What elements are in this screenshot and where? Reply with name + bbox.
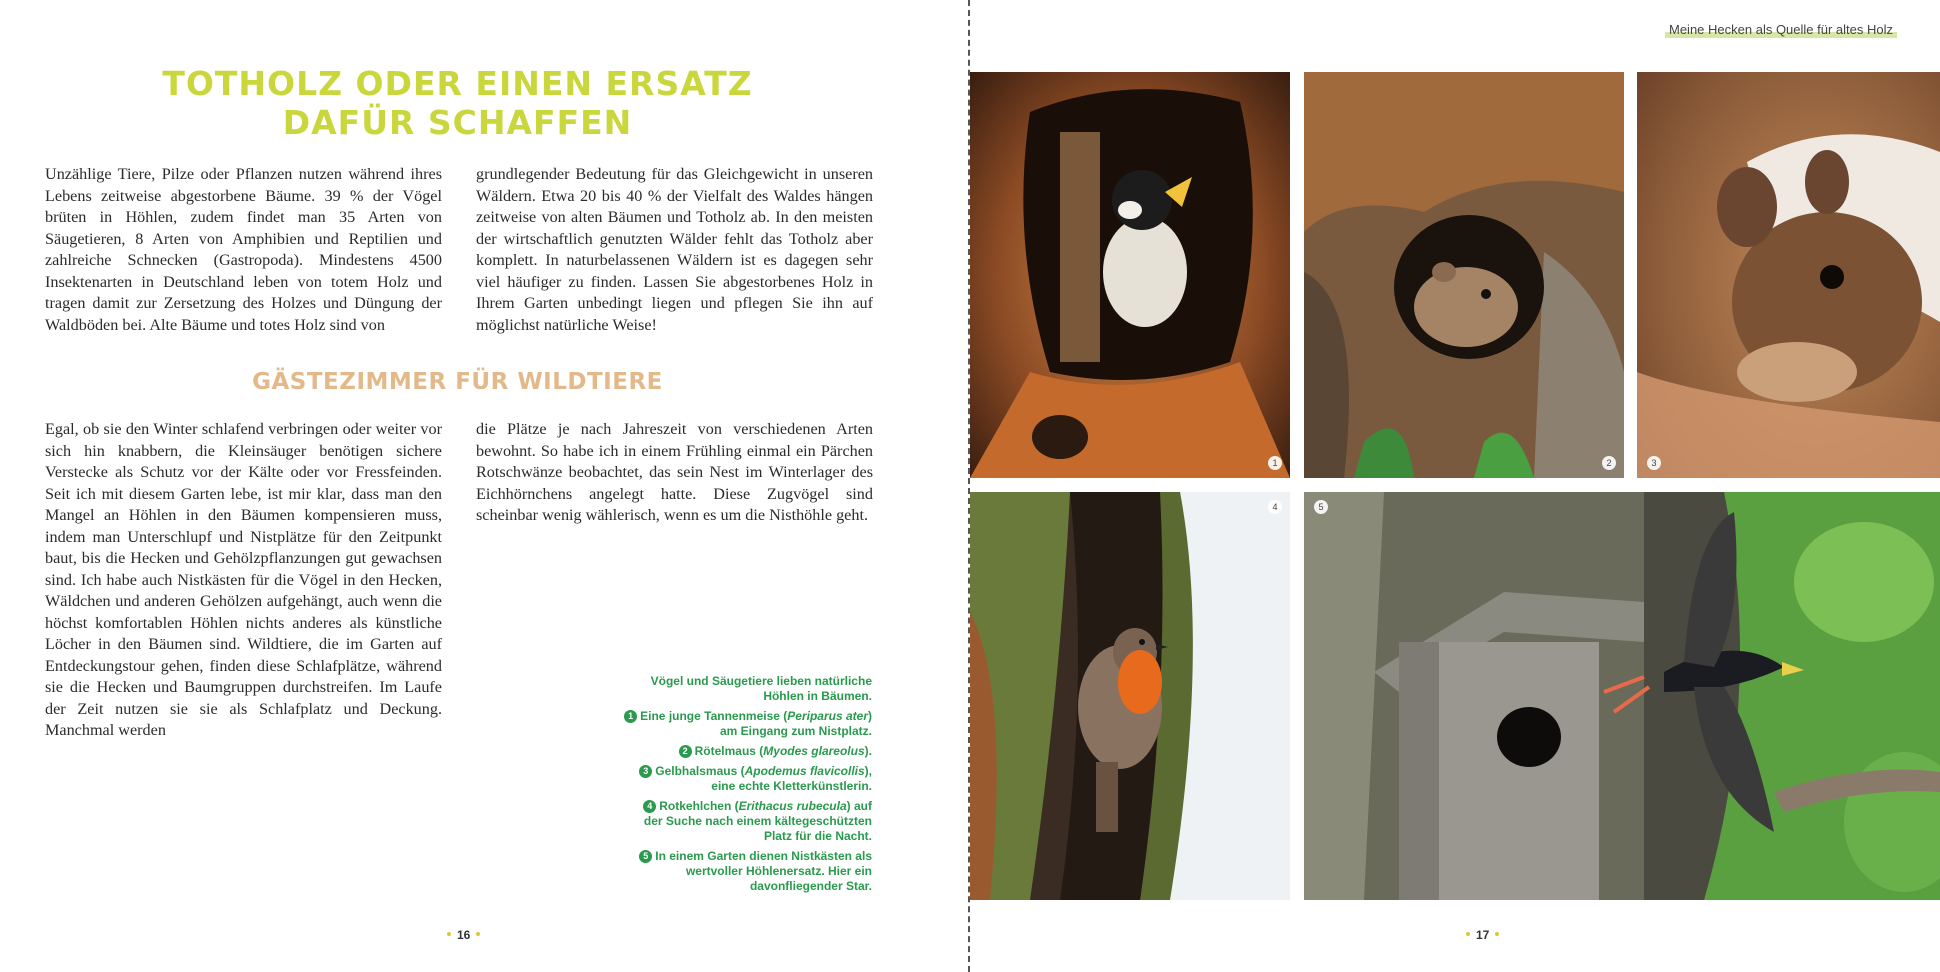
caption-2: 2 Rötelmaus (Myodes glareolus). <box>622 744 872 759</box>
photo-number-2: 2 <box>1602 456 1616 470</box>
section-heading: GÄSTEZIMMER FÜR WILDTIERE <box>252 369 663 395</box>
caption-number-2: 2 <box>679 745 692 758</box>
photo-starling-nest-box <box>1304 492 1940 900</box>
caption-number-4: 4 <box>643 800 656 813</box>
folio-dot-icon <box>1495 932 1499 936</box>
intro-column-1: Unzählige Tiere, Pilze oder Pflanzen nutzen während ihres Lebens zeitweise abgestorbene Bäume. 39 % der Vögel brüten in Höhlen, zudem findet man 35 Arten von Säugetieren, 8 Arten von Amphibien und Reptilien und zahlreiche Schnecken (Gastropoda). Mindestens 4500 Insektenarten in Deutschland leben von totem Holz und tragen damit zur Zersetzung des Holzes und Düngung der Waldböden bei. Alte Bäume und totes Holz sind von <box>45 165 442 334</box>
caption-1: 1 Eine junge Tannenmeise (Periparus ater) am Eingang zum Nistplatz. <box>622 709 872 739</box>
caption-4: 4 Rotkehlchen (Erithacus rubecula) auf der Suche nach einem kältegeschützten Platz für die Nacht. <box>643 799 872 843</box>
body-column-2: die Plätze je nach Jahreszeit von verschiedenen Arten bewohnt. So habe ich in einem Frühling einmal ein Pärchen Rotschwänze beobachtet, das sein Nest im Winterlager des Eichhörnchens angelegt hatte. Diese Zugvögel sind scheinbar wenig wählerisch, wenn es um die Nisthöhle geht. <box>476 420 873 524</box>
folio-dot-icon <box>476 932 480 936</box>
right-page <box>970 0 1940 972</box>
title-line-1: TOTHOLZ ODER EINEN ERSATZ <box>162 64 753 103</box>
chapter-title <box>45 64 870 142</box>
caption-5: 5 In einem Garten dienen Nistkästen als wertvoller Höhlenersatz. Hier ein davonfliegender Star. <box>622 849 872 894</box>
caption-intro: Vögel und Säugetiere lieben natürliche Höhlen in Bäumen. <box>650 674 872 703</box>
photo-robin <box>970 492 1290 900</box>
photo-captions <box>622 674 872 899</box>
title-line-2: DAFÜR SCHAFFEN <box>282 103 633 142</box>
left-page <box>0 0 968 972</box>
photo-number-3: 3 <box>1647 456 1661 470</box>
page-number-right: 17 <box>1460 928 1505 942</box>
caption-number-3: 3 <box>639 765 652 778</box>
intro-column-2: grundlegender Bedeutung für das Gleichgewicht in unseren Wäldern. Etwa 20 bis 40 % der Vielfalt des Waldes hängen zeitweise von alten Bäumen und Totholz ab. In den meisten der wirtschaftlich genutzten Wälder fehlt das Totholz aber komplett. In naturbelassenen Wäldern ist es dagegen sehr viel häufiger zu finden. Lassen Sie abgestorbenes Holz in Ihrem Garten unbedingt liegen und pflegen Sie ihn auf möglichst natürliche Weise! <box>476 165 873 334</box>
folio-dot-icon <box>1466 932 1470 936</box>
folio-dot-icon <box>447 932 451 936</box>
photo-number-1: 1 <box>1268 456 1282 470</box>
running-head: Meine Hecken als Quelle für altes Holz <box>1665 22 1897 38</box>
photo-number-4: 4 <box>1268 500 1282 514</box>
body-column-1: Egal, ob sie den Winter schlafend verbringen oder weiter vor sich hin knabbern, die Kleinsäuger benötigen sichere Verstecke als Schutz vor der Kälte oder vor Fressfeinden. Seit ich mit diesem Garten lebe, ist mir klar, dass man den Mangel an Höhlen in den Bäumen kompensieren muss, indem man Unterschlupf und Nistplätze für den Zeitpunkt baut, bis die Hecken und Gehölzpflanzungen gut gewachsen sind. Ich habe auch Nistkästen für die Vögel in den Hecken, Wäldchen und anderen Gehölzen aufgehängt, auch wenn die höchst komfortablen Höhlen nichts anderes als künstliche Löcher in den Bäumen sind. Wildtiere, die im Garten auf Entdeckungstour gehen, finden diese Schlafplätze, während sie die Hecken und Baumgruppen durchstreifen. Im Laufe der Zeit nutzen sie sie als Schlafplatz und Deckung. Manchmal werden <box>45 420 442 739</box>
photo-bank-vole <box>1304 72 1624 478</box>
caption-3: 3 Gelbhalsmaus (Apodemus flavicollis), eine echte Kletterkünstlerin. <box>622 764 872 794</box>
photo-coal-tit <box>970 72 1290 478</box>
page-number-left: 16 <box>441 928 486 942</box>
photo-yellow-necked-mouse <box>1637 72 1940 478</box>
photo-number-5: 5 <box>1314 500 1328 514</box>
caption-number-1: 1 <box>624 710 637 723</box>
caption-number-5: 5 <box>639 850 652 863</box>
